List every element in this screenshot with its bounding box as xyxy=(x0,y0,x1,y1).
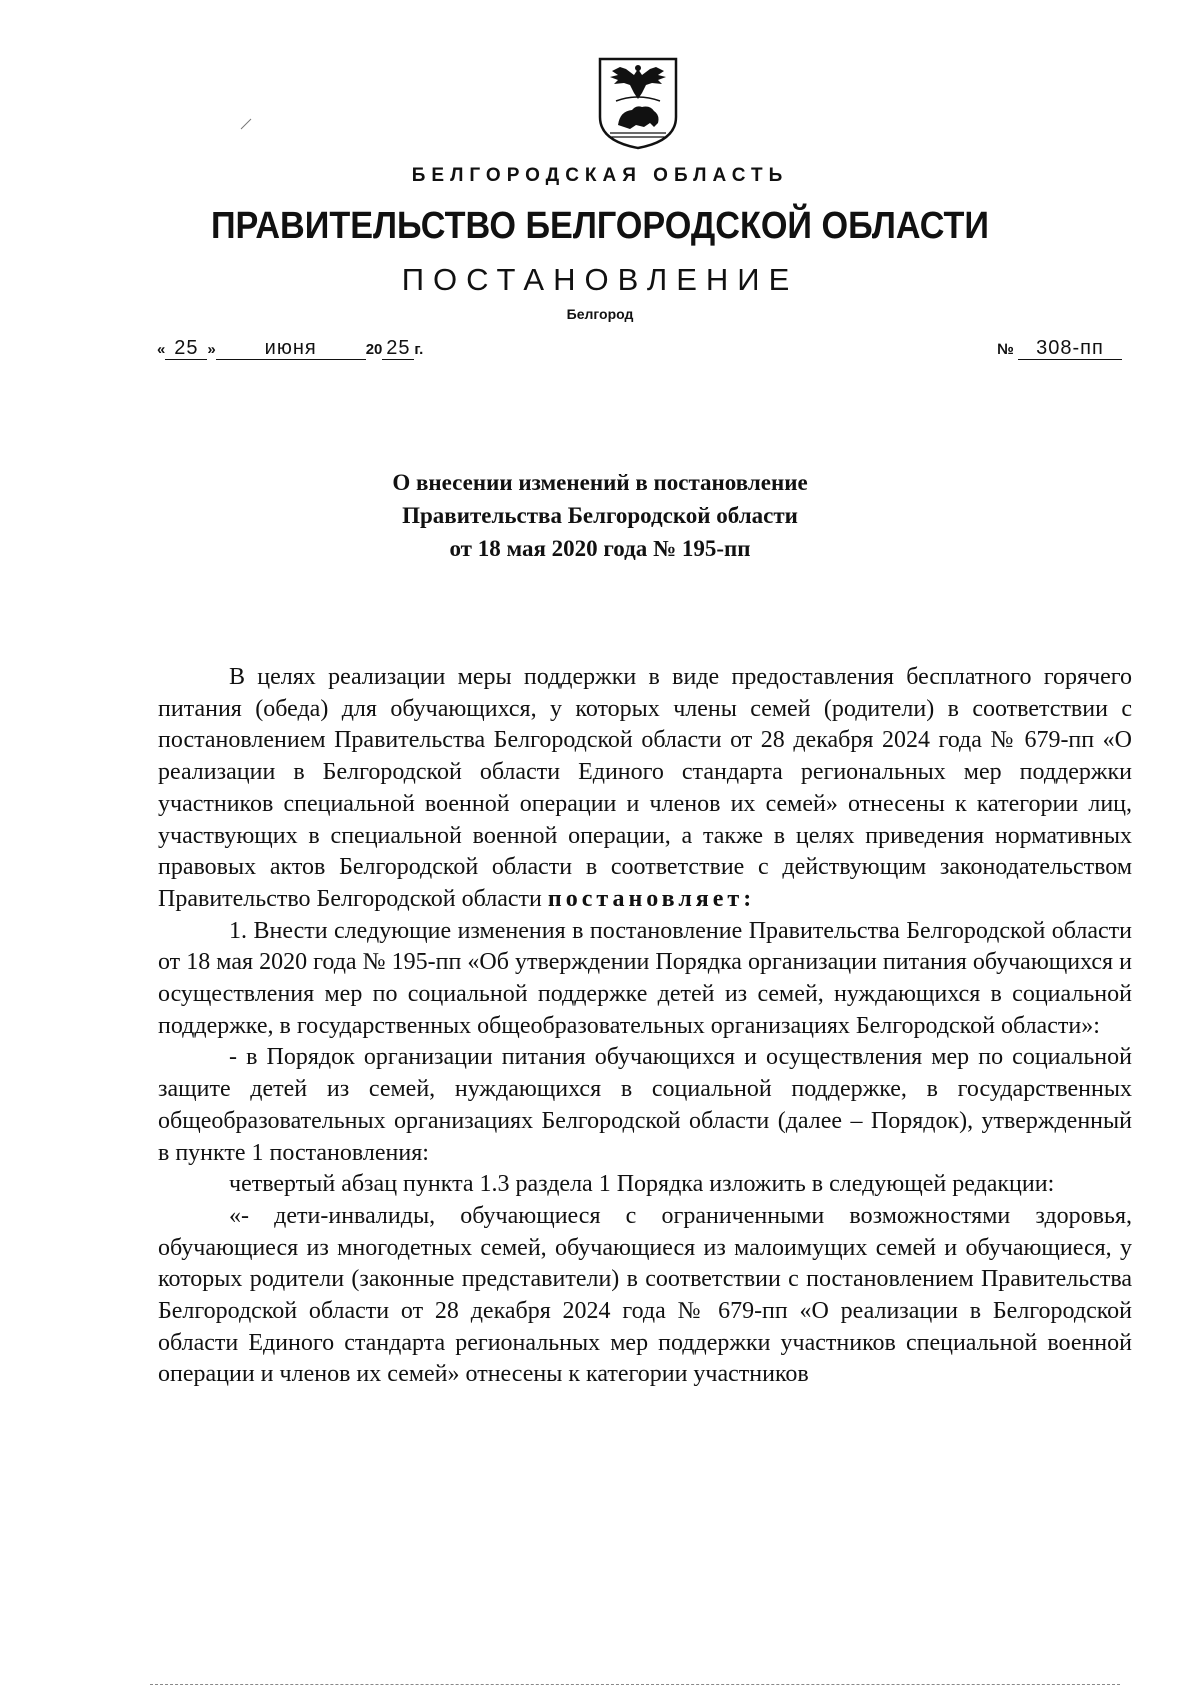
date-month: июня xyxy=(216,337,366,360)
date-year-suffix: 25 xyxy=(382,337,414,360)
number-block xyxy=(997,337,1122,360)
date-close-quote: » xyxy=(207,341,216,358)
date-block xyxy=(157,337,423,360)
paragraph-amendment: - в Порядок организации питания обучающихся и осуществления мер по социальной защите детей из семей, нуждающихся в социальной поддержке, в государственных общеобразовательных организациях Белгородской области (далее – Порядок), утвержденный в пункте 1 постановления: xyxy=(158,1044,1132,1166)
date-year-mark: г. xyxy=(414,341,424,358)
page-bottom-rule xyxy=(150,1684,1120,1685)
paragraph-preamble xyxy=(158,662,1132,916)
preamble-text: В целях реализации меры поддержки в виде предоставления бесплатного горячего питания (обеда) для обучающихся, у которых члены семей (родители) в соответствии с постановлением Правительства Белгородской области от 28 декабря 2024 года № 679-пп «О реализации в Белгородской области Единого стандарта региональных мер поддержки участников специальной военной операции и членов их семей» отнесены к категории лиц, участвующих в специальной военной операции, а также в целях приведения нормативных правовых актов Белгородской области в соответствие с действующим законодательством Правительство Белгородской области xyxy=(158,664,1132,912)
number-label: № xyxy=(997,341,1014,358)
city-name: Белгород xyxy=(566,306,634,322)
pen-mark-icon xyxy=(240,118,252,130)
date-open-quote: « xyxy=(157,341,166,358)
title-line-2: Правительства Белгородской области xyxy=(402,503,798,528)
date-day: 25 xyxy=(165,337,207,360)
paragraph-item-1: 1. Внести следующие изменения в постановление Правительства Белгородской области от 18 мая 2020 года № 195-пп «Об утверждении Порядка организации питания обучающихся и осуществления мер по социальной поддержке детей из семей, нуждающихся в социальной поддержке, в государственных общеобразовательных организациях Белгородской области»: xyxy=(158,917,1132,1039)
document-number: 308-пп xyxy=(1018,337,1122,360)
document-body xyxy=(158,662,1132,1391)
document-title xyxy=(0,466,1200,565)
title-line-3: от 18 мая 2020 года № 195-пп xyxy=(449,536,751,561)
coat-of-arms-icon xyxy=(596,55,680,151)
title-line-1: О внесении изменений в постановление xyxy=(392,470,808,495)
document-type: ПОСТАНОВЛЕНИЕ xyxy=(401,262,799,297)
paragraph-new-text: «- дети-инвалиды, обучающиеся с ограниченными возможностями здоровья, обучающиеся из многодетных семей, обучающиеся из малоимущих семей и обучающиеся, у которых родители (законные представители) в соответствии с постановлением Правительства Белгородской области от 28 декабря 2024 года № 679-пп «О реализации в Белгородской области Единого стандарта региональных мер поддержки участников специальной военной операции и членов их семей» отнесены к категории участников xyxy=(158,1202,1132,1388)
date-year-prefix: 20 xyxy=(365,341,383,358)
paragraph-clause: четвертый абзац пункта 1.3 раздела 1 Порядка изложить в следующей редакции: xyxy=(229,1171,1055,1198)
government-name: ПРАВИТЕЛЬСТВО БЕЛГОРОДСКОЙ ОБЛАСТИ xyxy=(210,205,990,247)
decree-word: постановляет: xyxy=(547,885,756,912)
date-number-line xyxy=(157,337,1122,367)
region-name: БЕЛГОРОДСКАЯ ОБЛАСТЬ xyxy=(411,165,789,186)
